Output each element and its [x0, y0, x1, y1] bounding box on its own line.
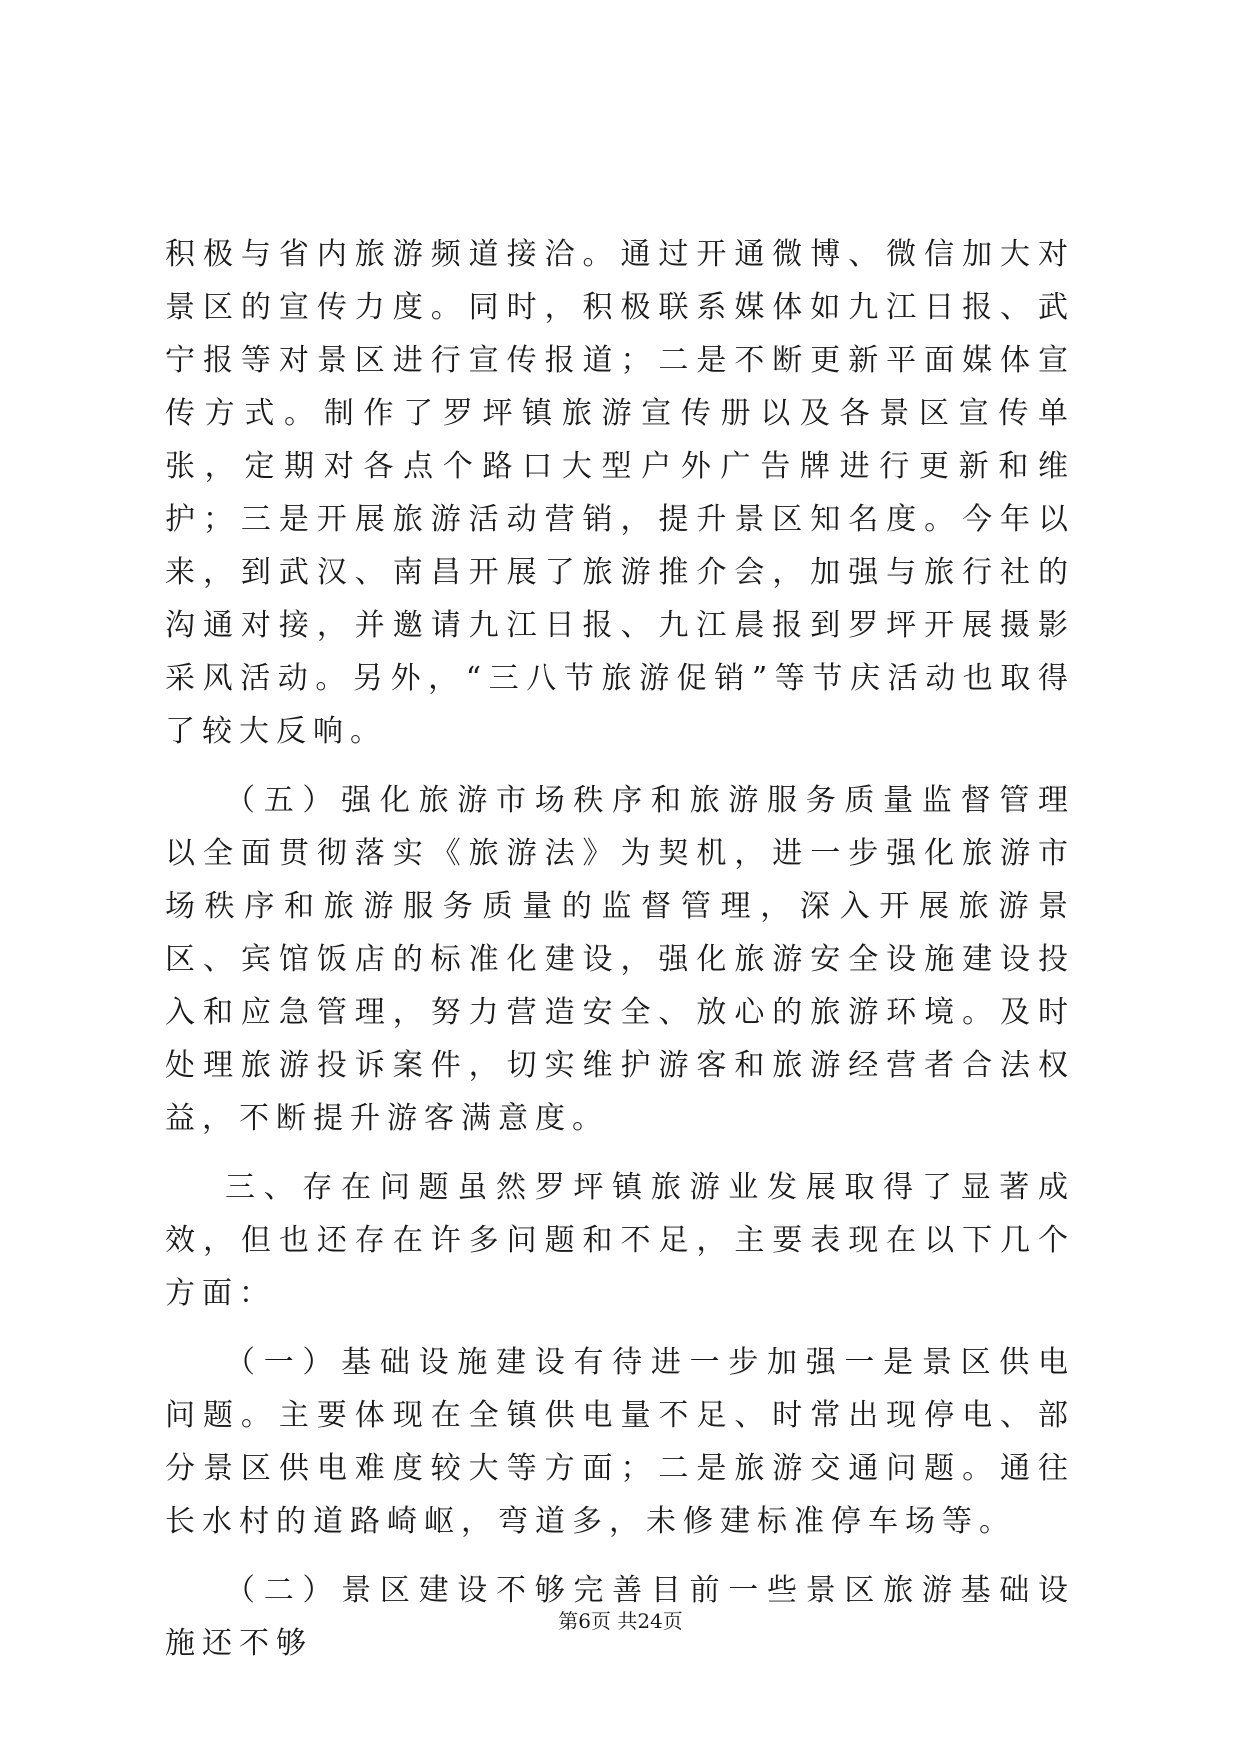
page-footer: 第6页 共24页: [558, 1609, 683, 1633]
document-body: [165, 228, 1075, 1686]
paragraph-4: （一）基础设施建设有待进一步加强一是景区供电问题。主要体现在全镇供电量不足、时常出现停电、部分景区供电难度较大等方面；二是旅游交通问题。通往长水村的道路崎岖，弯道多，未修建标准停车场等。: [165, 1345, 1075, 1539]
paragraph-1: 积极与省内旅游频道接洽。通过开通微博、微信加大对景区的宣传力度。同时，积极联系媒体如九江日报、武宁报等对景区进行宣传报道；二是不断更新平面媒体宣传方式。制作了罗坪镇旅游宣传册以及各景区宣传单张，定期对各点个路口大型户外广告牌进行更新和维护；三是开展旅游活动营销，提升景区知名度。今年以来，到武汉、南昌开展了旅游推介会，加强与旅行社的沟通对接，并邀请九江日报、九江晨报到罗坪开展摄影采风活动。另外，“三八节旅游促销”等节庆活动也取得了较大反响。: [165, 237, 1075, 749]
paragraph-3: 三、存在问题虽然罗坪镇旅游业发展取得了显著成效，但也还存在许多问题和不足，主要表现在以下几个方面：: [165, 1170, 1075, 1311]
paragraph-5: （二）景区建设不够完善目前一些景区旅游基础设施还不够: [165, 1573, 1075, 1661]
paragraph-2: （五）强化旅游市场秩序和旅游服务质量监督管理以全面贯彻落实《旅游法》为契机，进一步强化旅游市场秩序和旅游服务质量的监督管理，深入开展旅游景区、宾馆饭店的标准化建设，强化旅游安全设施建设投入和应急管理，努力营造安全、放心的旅游环境。及时处理旅游投诉案件，切实维护游客和旅游经营者合法权益，不断提升游客满意度。: [165, 783, 1075, 1136]
